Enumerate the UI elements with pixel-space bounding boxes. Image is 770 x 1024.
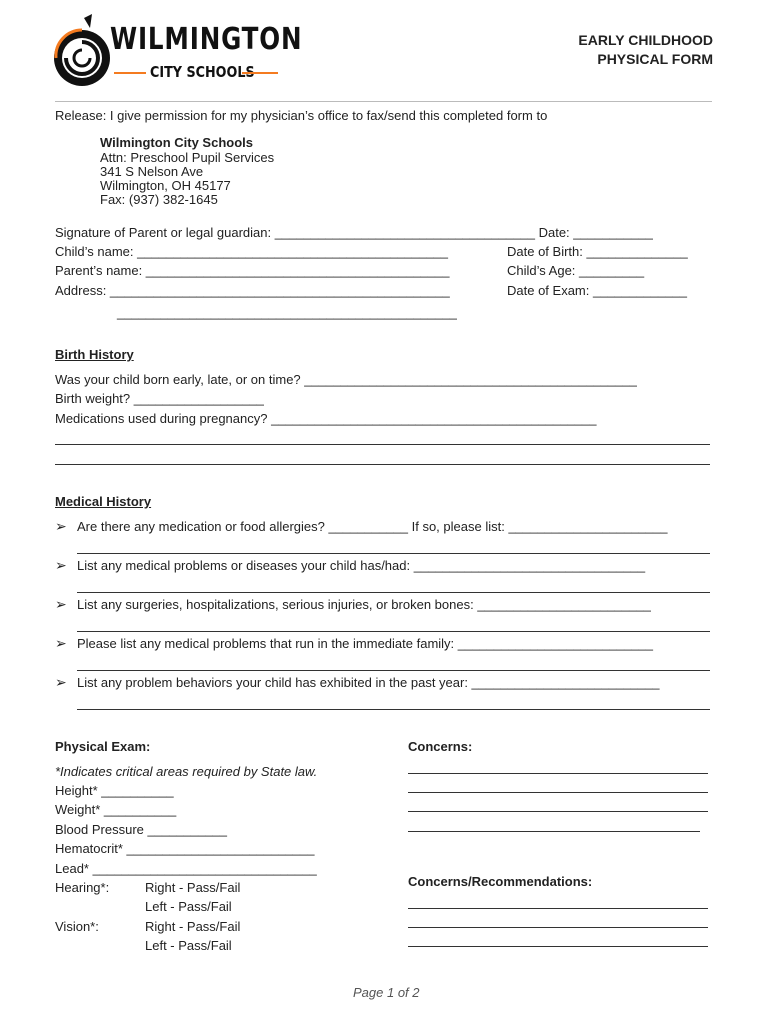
page-number: Page 1 of 2 [353,985,420,1000]
form-title-line2: PHYSICAL FORM [597,51,713,67]
medical-history-heading: Medical History [55,494,152,509]
concerns-line[interactable] [408,811,708,812]
address-field[interactable]: Address: _______________________________________________ [55,283,450,298]
weight-field[interactable]: Weight* __________ [55,802,177,817]
lead-field[interactable]: Lead* _______________________________ [55,861,317,876]
state-law-note: *Indicates critical areas required by State law. [55,764,318,779]
header-divider [55,101,712,102]
arrow-bullet-icon: ➢ [55,518,67,534]
hematocrit-field[interactable]: Hematocrit* __________________________ [55,841,315,856]
arrow-bullet-icon: ➢ [55,596,67,612]
school-logo [52,14,303,94]
hearing-left-option[interactable]: Left - Pass/Fail [145,899,232,914]
dob-field[interactable]: Date of Birth: ______________ [507,244,688,259]
answer-line[interactable] [55,444,710,445]
arrow-bullet-icon: ➢ [55,635,67,651]
surgeries-question[interactable]: List any surgeries, hospitalizations, serious injuries, or broken bones: ________________________ [77,597,651,612]
address-line2-field[interactable]: _______________________________________________ [117,305,457,320]
answer-line[interactable] [77,553,710,554]
parent-name-field[interactable]: Parent’s name: __________________________________________ [55,263,450,278]
arrow-bullet-icon: ➢ [55,674,67,690]
exam-date-field[interactable]: Date of Exam: _____________ [507,283,687,298]
vision-label: Vision*: [55,919,99,934]
hearing-right-option[interactable]: Right - Pass/Fail [145,880,241,895]
answer-line[interactable] [77,631,710,632]
hurricanes-mark-icon [52,14,114,94]
concerns-line[interactable] [408,792,708,793]
recommendations-line[interactable] [408,946,708,947]
family-history-question[interactable]: Please list any medical problems that run in the immediate family: ___________________________ [77,636,653,651]
answer-line[interactable] [77,709,710,710]
concerns-line[interactable] [408,831,700,832]
height-field[interactable]: Height* __________ [55,783,174,798]
answer-line[interactable] [77,670,710,671]
vision-left-option[interactable]: Left - Pass/Fail [145,938,232,953]
hearing-label: Hearing*: [55,880,110,895]
allergies-question[interactable]: Are there any medication or food allergies? ___________ If so, please list: ______________________ [77,519,668,534]
signature-field[interactable]: Signature of Parent or legal guardian: ____________________________________ Date: ___________ [55,225,653,240]
medical-problems-question[interactable]: List any medical problems or diseases your child has/had: ________________________________ [77,558,646,573]
release-fax: Fax: (937) 382-1645 [100,192,218,207]
child-age-field[interactable]: Child’s Age: _________ [507,263,645,278]
recommendations-line[interactable] [408,927,708,928]
concerns-heading: Concerns: [408,739,473,754]
release-text: Release: I give permission for my physician’s office to fax/send this completed form to [55,108,548,123]
recommendations-heading: Concerns/Recommendations: [408,874,593,889]
concerns-line[interactable] [408,773,708,774]
form-title-line1: EARLY CHILDHOOD [578,32,713,48]
vision-right-option[interactable]: Right - Pass/Fail [145,919,241,934]
school-subname: CITY SCHOOLS [150,63,255,81]
school-name: WILMINGTON [110,22,303,57]
born-on-time-question[interactable]: Was your child born early, late, or on time? ______________________________________________ [55,372,637,387]
recommendations-line[interactable] [408,908,708,909]
release-city: Wilmington, OH 45177 [100,178,231,193]
problem-behaviors-question[interactable]: List any problem behaviors your child has exhibited in the past year: __________________________ [77,675,660,690]
birth-history-heading: Birth History [55,347,134,362]
birth-weight-question[interactable]: Birth weight? __________________ [55,391,264,406]
logo-rule-left [114,72,146,74]
release-street: 341 S Nelson Ave [100,164,204,179]
pregnancy-medications-question[interactable]: Medications used during pregnancy? _____________________________________________ [55,411,597,426]
release-org: Wilmington City Schools [100,135,253,150]
logo-rule-right [242,72,278,74]
child-name-field[interactable]: Child’s name: ___________________________________________ [55,244,449,259]
answer-line[interactable] [77,592,710,593]
answer-line[interactable] [55,464,710,465]
arrow-bullet-icon: ➢ [55,557,67,573]
physical-exam-heading: Physical Exam: [55,739,151,754]
release-attn: Attn: Preschool Pupil Services [100,150,275,165]
blood-pressure-field[interactable]: Blood Pressure ___________ [55,822,228,837]
